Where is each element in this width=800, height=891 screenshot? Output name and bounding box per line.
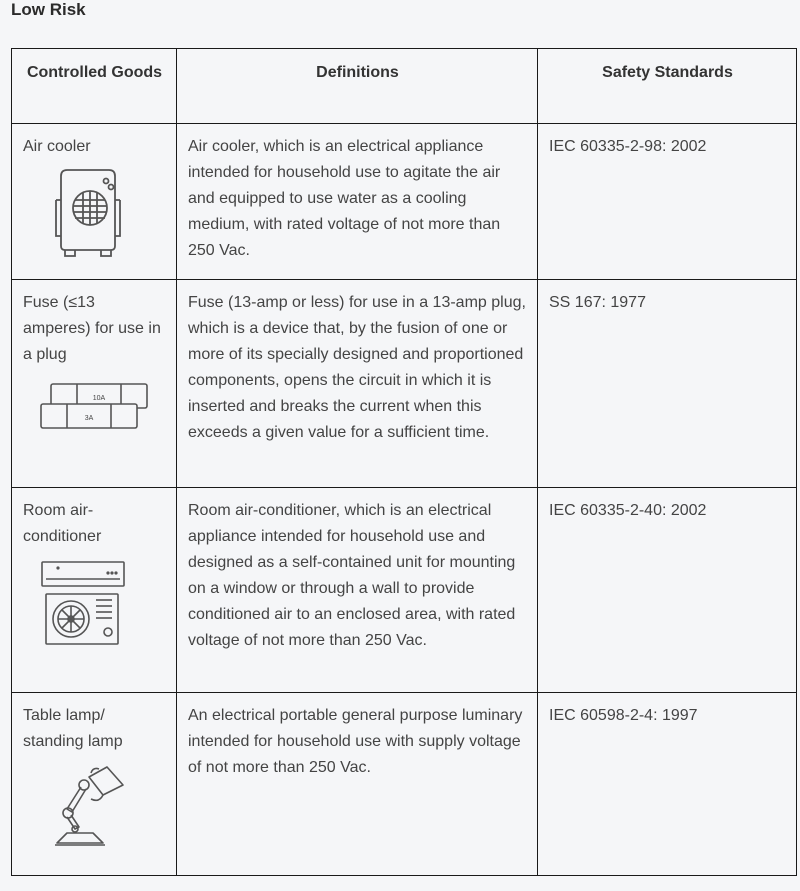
- section-title: Low Risk: [11, 0, 86, 19]
- definition-cell: Air cooler, which is an electrical appliance intended for household use to agitate the air and equipped to use water as a cooling medium, with rated voltage of not more than 250 Vac.: [177, 124, 538, 280]
- header-definitions: Definitions: [177, 49, 538, 124]
- standard-cell: IEC 60335-2-40: 2002: [538, 488, 797, 693]
- standard-cell: IEC 60335-2-98: 2002: [538, 124, 797, 280]
- standard-cell: SS 167: 1977: [538, 280, 797, 488]
- definition-cell: Room air-conditioner, which is an electrical appliance intended for household use and designed as a self-contained unit for mounting on a window or through a wall to provide conditioned air to an enclosed area, with rated voltage of not more than 250 Vac.: [177, 488, 538, 693]
- goods-cell: [12, 124, 177, 280]
- air-cooler-icon: [53, 166, 166, 258]
- goods-name: Air cooler: [23, 138, 91, 155]
- controlled-goods-table: [11, 48, 797, 876]
- goods-name: Fuse (≤13 amperes) for use in a plug: [23, 294, 161, 363]
- goods-cell: [12, 488, 177, 693]
- table-header-row: [12, 49, 797, 124]
- desk-lamp-icon: [53, 763, 166, 849]
- definition-cell: An electrical portable general purpose luminary intended for household use with supply voltage of not more than 250 Vac.: [177, 693, 538, 876]
- standard-cell: IEC 60598-2-4: 1997: [538, 693, 797, 876]
- fuse-icon: [39, 382, 166, 432]
- fuse-label-10a: 10A: [92, 395, 106, 402]
- header-safety-standards: Safety Standards: [538, 49, 797, 124]
- air-conditioner-icon: [40, 560, 166, 646]
- goods-cell: [12, 693, 177, 876]
- definition-cell: Fuse (13-amp or less) for use in a 13-amp plug, which is a device that, by the fusion of one or more of its specially designed and proportioned components, opens the circuit in which it is inserted and breaks the current when this exceeds a given value for a sufficient time.: [177, 280, 538, 488]
- goods-name: Table lamp/ standing lamp: [23, 707, 123, 750]
- goods-cell: [12, 280, 177, 488]
- table-row: [12, 693, 797, 876]
- goods-name: Room air-conditioner: [23, 502, 102, 545]
- header-controlled-goods: Controlled Goods: [12, 49, 177, 124]
- table-row: [12, 124, 797, 280]
- table-row: [12, 280, 797, 488]
- table-row: [12, 488, 797, 693]
- fuse-label-3a: 3A: [84, 415, 94, 422]
